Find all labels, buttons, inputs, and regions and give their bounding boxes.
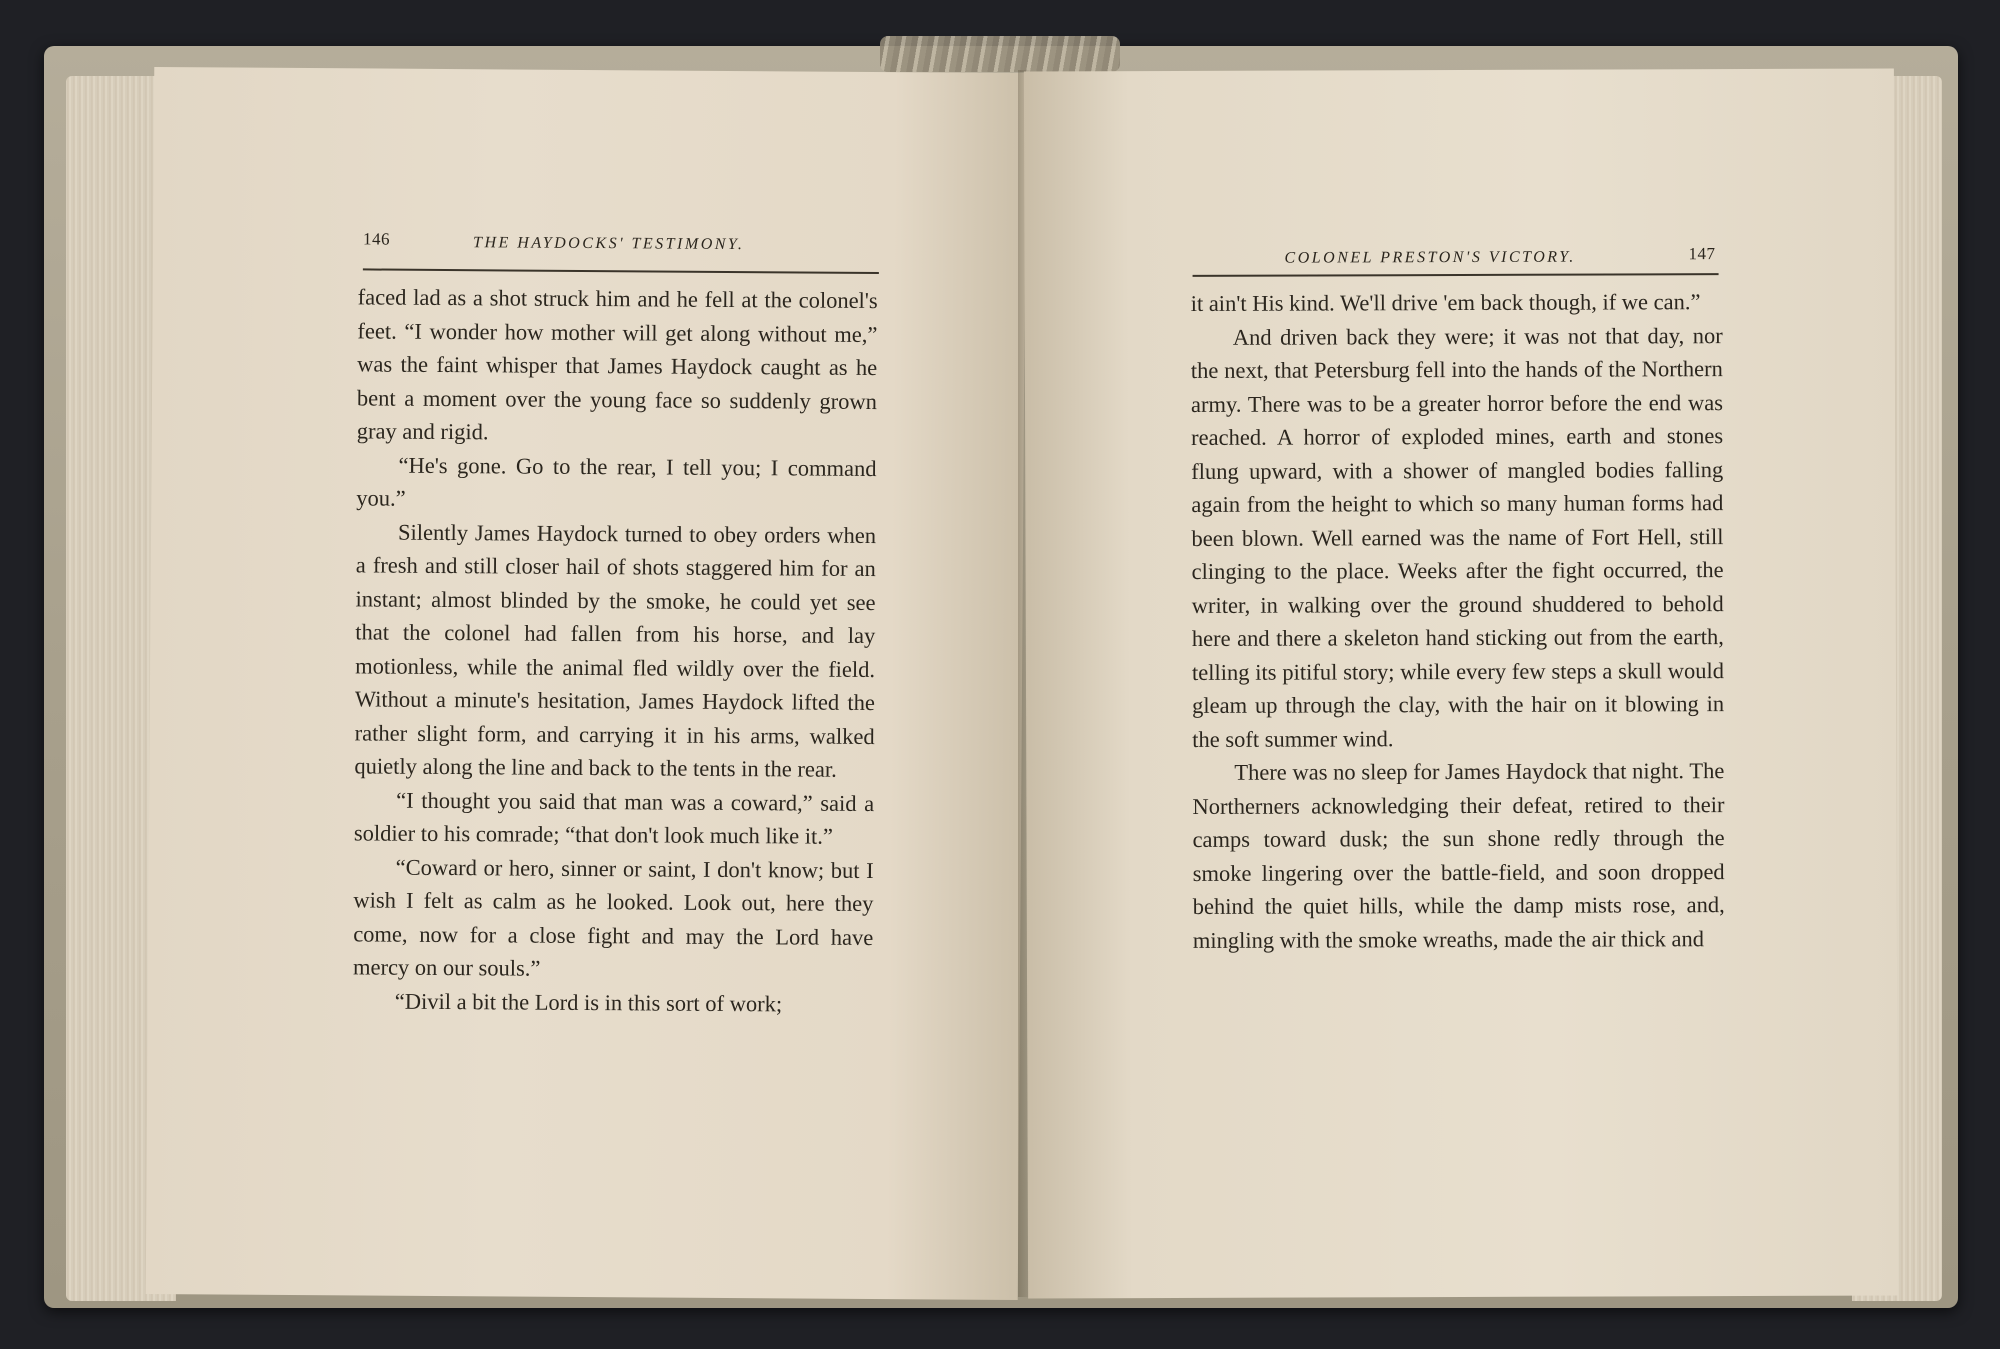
paragraph: Silently James Haydock turned to obey orders when a fresh and still closer hail of shots staggered him for an instant; almost blinded by the smoke, he could yet see that the colonel had fallen from his horse, and lay motionless, while the animal fled wildly over the field. Without a minute's hesitation, James Haydock lifted the rather slight form, and carrying it in his arms, walked quietly along the line and back to the tents in the rear. xyxy=(354,519,877,782)
paragraph: “I thought you said that man was a coward,” said a soldier to his comrade; “that don't look much like it.” xyxy=(353,787,875,849)
left-page-number: 146 xyxy=(363,229,391,249)
right-page-number: 147 xyxy=(1688,244,1716,264)
left-head-rule xyxy=(363,268,879,274)
paragraph: “He's gone. Go to the rear, I tell you; I command you.” xyxy=(356,452,877,511)
right-head-rule xyxy=(1193,273,1719,277)
paragraph: There was no sleep for James Haydock that night. The Northerners acknowledging their defeat, retired to their camps toward dusk; the sun shone redly through the smoke lingering over the battle-field, and soon dropped behind the quiet hills, while the damp mists rose, and, mingling with the smoke wreaths, made the air thick and xyxy=(1192,758,1725,953)
torn-spine xyxy=(880,36,1120,72)
paragraph: faced lad as a shot struck him and he fell at the colonel's feet. “I wonder how mother will get along without me,” was the faint whisper that James Haydock caught as he bent a moment over the young face so suddenly grown gray and rigid. xyxy=(356,284,878,445)
left-body-text xyxy=(353,280,878,1021)
paragraph: it ain't His kind. We'll drive 'em back though, if we can.” xyxy=(1190,289,1701,316)
right-page xyxy=(1024,68,1898,1298)
left-page xyxy=(146,67,1027,1300)
paragraph: And driven back they were; it was not that day, nor the next, that Petersburg fell into the hands of the Northern army. There was to be a greater horror before the end was reached. A horror of exploded mines, earth and stones flung upward, with a shower of mangled bodies falling again from the height to which so many human forms had been blown. Well earned was the name of Fort Hell, still clinging to the place. Weeks after the fight occurred, the writer, in walking over the ground shuddered to behold here and there a skeleton hand sticking out from the earth, telling its pitiful story; while every few steps a skull would gleam up through the clay, with the hair on it blowing in the soft summer wind. xyxy=(1190,322,1725,752)
paragraph: “Divil a bit the Lord is in this sort of work; xyxy=(394,988,783,1016)
left-running-head: THE HAYDOCKS' TESTIMONY. xyxy=(473,234,745,254)
right-body-text xyxy=(1191,285,1725,957)
paragraph: “Coward or hero, sinner or saint, I don't know; but I wish I felt as calm as he looked. Look out, here they come, now for a close fight and may the Lord have mercy on our souls.” xyxy=(352,854,874,981)
right-running-head: COLONEL PRESTON'S VICTORY. xyxy=(1284,248,1576,267)
